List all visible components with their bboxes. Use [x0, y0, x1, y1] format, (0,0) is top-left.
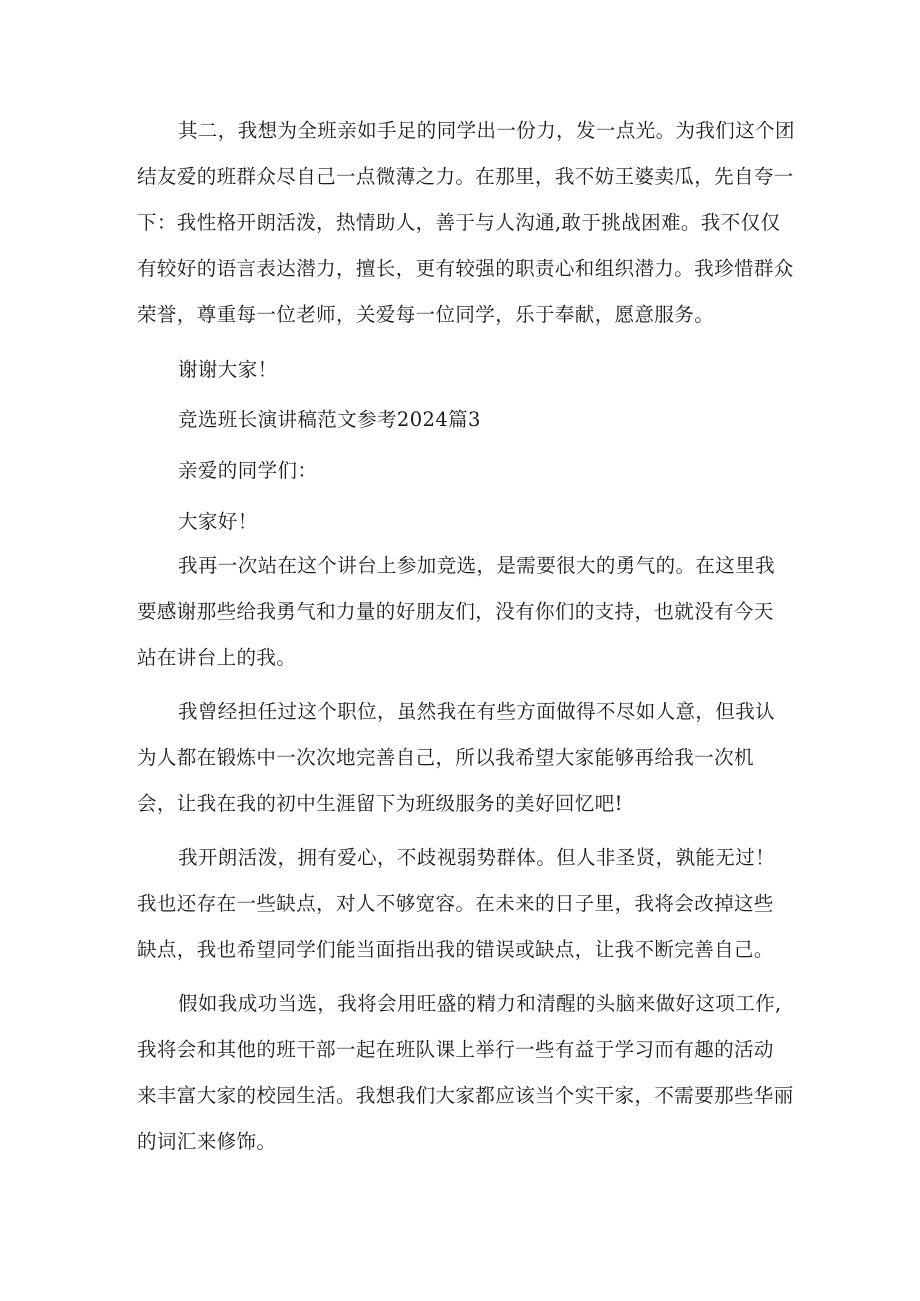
- paragraph-line: 缺点，我也希望同学们能当面指出我的错误或缺点，让我不断完善自己。: [137, 938, 774, 961]
- paragraph-line: 假如我成功当选，我将会用旺盛的精力和清醒的头脑来做好这项工作,: [178, 992, 782, 1015]
- paragraph-line: 来丰富大家的校园生活。我想我们大家都应该当个实干家，不需要那些华丽: [137, 1084, 794, 1107]
- paragraph-line: 站在讲台上的我。: [137, 646, 297, 669]
- paragraph-line: 我曾经担任过这个职位，虽然我在有些方面做得不尽如人意，但我认: [178, 700, 776, 723]
- paragraph-line: 我也还存在一些缺点，对人不够宽容。在未来的日子里，我将会改掉这些: [137, 892, 774, 915]
- paragraph-line: 的词汇来修饰。: [137, 1130, 277, 1153]
- paragraph-line: 结友爱的班群众尽自己一点微薄之力。在那里，我不妨王婆卖瓜，先自夸一: [137, 165, 794, 188]
- section-heading: 竞选班长演讲稿范文参考2024篇3: [178, 408, 481, 431]
- closing-line: 谢谢大家！: [178, 358, 278, 381]
- paragraph-line: 会，让我在我的初中生涯留下为班级服务的美好回忆吧!: [137, 792, 623, 815]
- salutation-line: 亲爱的同学们：: [178, 459, 318, 482]
- paragraph-line: 荣誉，尊重每一位老师，关爱每一位同学，乐于奉献，愿意服务。: [137, 303, 715, 326]
- paragraph-line: 下：我性格开朗活泼，热情助人，善于与人沟通,敢于挑战困难。我不仅仅: [137, 211, 781, 234]
- paragraph-line: 要感谢那些给我勇气和力量的好朋友们，没有你们的支持，也就没有今天: [137, 600, 774, 623]
- paragraph-line: 为人都在锻炼中一次次地完善自己，所以我希望大家能够再给我一次机: [137, 746, 754, 769]
- greeting-line: 大家好！: [178, 510, 258, 533]
- paragraph-line: 我再一次站在这个讲台上参加竞选，是需要很大的勇气的。在这里我: [178, 554, 776, 577]
- paragraph-line: 其二，我想为全班亲如手足的同学出一份力，发一点光。为我们这个团: [178, 119, 795, 142]
- paragraph-line: 我将会和其他的班干部一起在班队课上举行一些有益于学习而有趣的活动: [137, 1038, 774, 1061]
- paragraph-line: 有较好的语言表达潜力，擅长，更有较强的职责心和组织潜力。我珍惜群众: [137, 257, 794, 280]
- paragraph-line: 我开朗活泼，拥有爱心，不歧视弱势群体。但人非圣贤，孰能无过！: [178, 846, 776, 869]
